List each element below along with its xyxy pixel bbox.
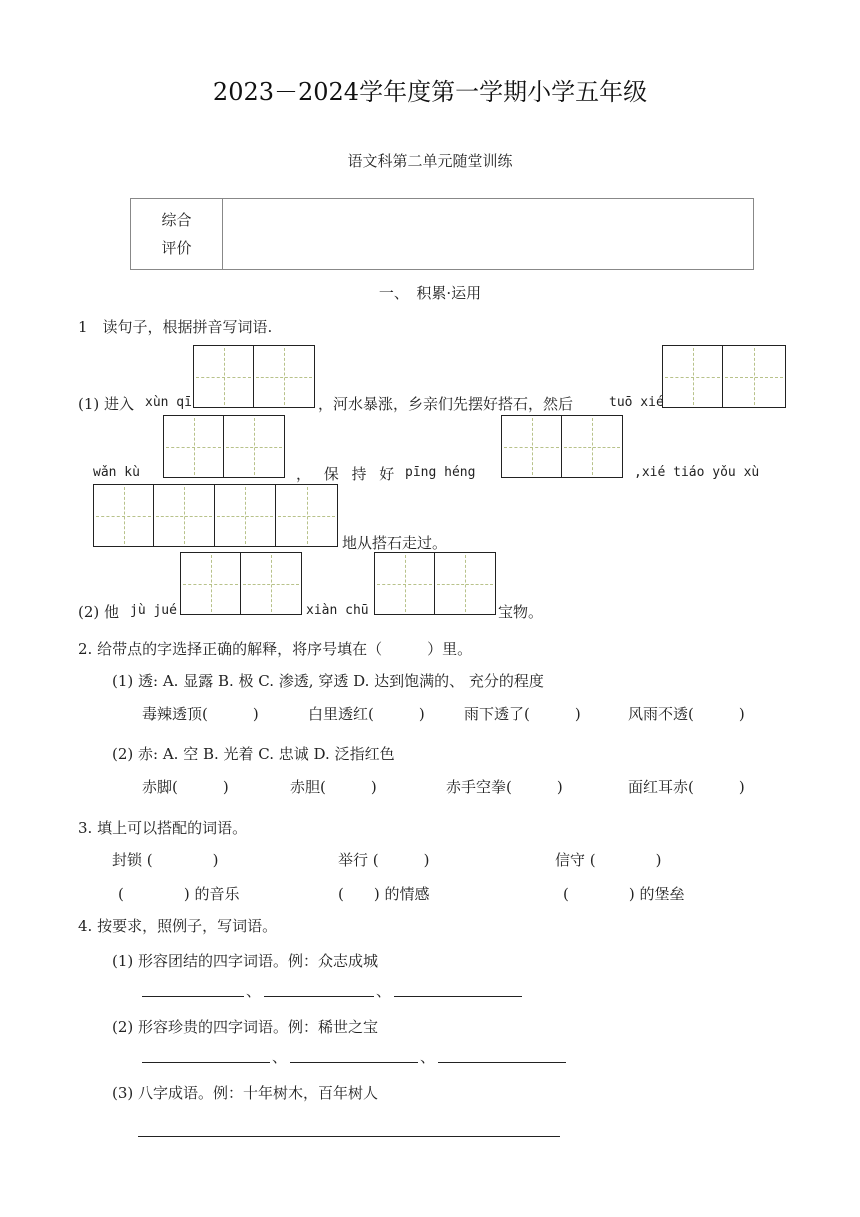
q3-blank[interactable]: ( ) 的情感 — [338, 885, 430, 903]
q2-p1-definitions: (1) 透: A. 显露 B. 极 C. 渗透, 穿透 D. 达到饱满的、 充分的程度 — [112, 672, 544, 690]
q1-pinyin-pingheng: pīng héng — [405, 465, 476, 480]
answer-line[interactable] — [142, 996, 244, 997]
q2-p1-item: 毒辣透顶( ) — [142, 705, 259, 723]
q1-s1-mid: ，河水暴涨，乡亲们先摆好搭石，然后 — [318, 395, 574, 413]
q2-p1-item: 风雨不透( ) — [628, 705, 745, 723]
q3-blank[interactable]: 举行 ( ) — [338, 851, 430, 869]
q3-title: 3. 填上可以搭配的词语。 — [78, 819, 248, 837]
page-title: 2023－2024学年度第一学期小学五年级 — [212, 78, 648, 106]
q1-s2-end: 宝物。 — [498, 603, 544, 621]
q3-blank[interactable]: 封锁 ( ) — [112, 851, 219, 869]
q1-s1-prefix: (1) 进入 — [78, 395, 135, 413]
separator: 、 — [272, 1048, 288, 1066]
q2-p2-definitions: (2) 赤: A. 空 B. 光着 C. 忠诚 D. 泛指红色 — [112, 745, 395, 763]
q2-p1-item: 白里透红( ) — [308, 705, 425, 723]
answer-line[interactable] — [438, 1062, 566, 1063]
evaluation-label-line2: 评价 — [161, 239, 192, 257]
q3-blank[interactable]: 信守 ( ) — [555, 851, 662, 869]
page-subtitle: 语文科第二单元随堂训练 — [347, 152, 513, 170]
q4-p1-prompt: (1) 形容团结的四字词语。例：众志成城 — [112, 952, 379, 970]
q4-p2-prompt: (2) 形容珍贵的四字词语。例：稀世之宝 — [112, 1018, 379, 1036]
separator: 、 — [420, 1048, 436, 1066]
q1-s1-end: 地从搭石走过。 — [342, 534, 448, 552]
answer-line[interactable] — [138, 1136, 560, 1137]
q1-box-jujue[interactable] — [180, 552, 302, 615]
answer-line[interactable] — [142, 1062, 270, 1063]
evaluation-label — [131, 199, 223, 269]
q3-blank[interactable]: ( ) 的音乐 — [118, 885, 240, 903]
q1-pinyin-xianchu: xiàn chū — [306, 603, 369, 618]
q2-p2-item: 面红耳赤( ) — [628, 778, 745, 796]
q4-title: 4. 按要求，照例子，写词语。 — [78, 917, 278, 935]
q1-box-wanku[interactable] — [163, 415, 285, 478]
evaluation-table — [130, 198, 754, 270]
q1-box-xietiaoyouxu[interactable] — [93, 484, 338, 547]
q1-pinyin-xunqi: xùn qī — [145, 395, 192, 410]
separator: 、 — [376, 982, 392, 1000]
q1-box-xianchu[interactable] — [374, 552, 496, 615]
q2-p2-item: 赤手空拳( ) — [446, 778, 563, 796]
q2-p1-item: 雨下透了( ) — [464, 705, 581, 723]
q1-box-pingheng[interactable] — [501, 415, 623, 478]
answer-line[interactable] — [264, 996, 374, 997]
q2-p2-item: 赤胆( ) — [290, 778, 377, 796]
evaluation-label-line1: 综合 — [161, 211, 192, 229]
q1-title: 1 读句子，根据拼音写词语. — [78, 318, 273, 336]
q1-box-tuoxie[interactable] — [662, 345, 786, 408]
evaluation-field[interactable] — [223, 199, 753, 269]
q1-pinyin-tuoxie: tuō xié — [609, 395, 664, 410]
q1-s1-mid2: ， 保 持 好 — [296, 465, 395, 483]
q3-blank[interactable]: ( ) 的堡垒 — [563, 885, 685, 903]
q2-p2-item: 赤脚( ) — [142, 778, 229, 796]
q4-p3-prompt: (3) 八字成语。例：十年树木，百年树人 — [112, 1084, 379, 1102]
q1-box-xunqi[interactable] — [193, 345, 315, 408]
q1-pinyin-xietiaoyouxu: ,xié tiáo yǒu xù — [634, 465, 760, 480]
section-heading: 一、 积累·运用 — [378, 284, 482, 302]
q1-pinyin-jujue: jù jué — [130, 603, 177, 618]
q2-title: 2. 给带点的字选择正确的解释，将序号填在（ ）里。 — [78, 640, 473, 658]
q1-s2-prefix: (2) 他 — [78, 603, 120, 621]
separator: 、 — [246, 982, 262, 1000]
q1-pinyin-wanku: wǎn kù — [93, 465, 140, 480]
answer-line[interactable] — [394, 996, 522, 997]
answer-line[interactable] — [290, 1062, 418, 1063]
